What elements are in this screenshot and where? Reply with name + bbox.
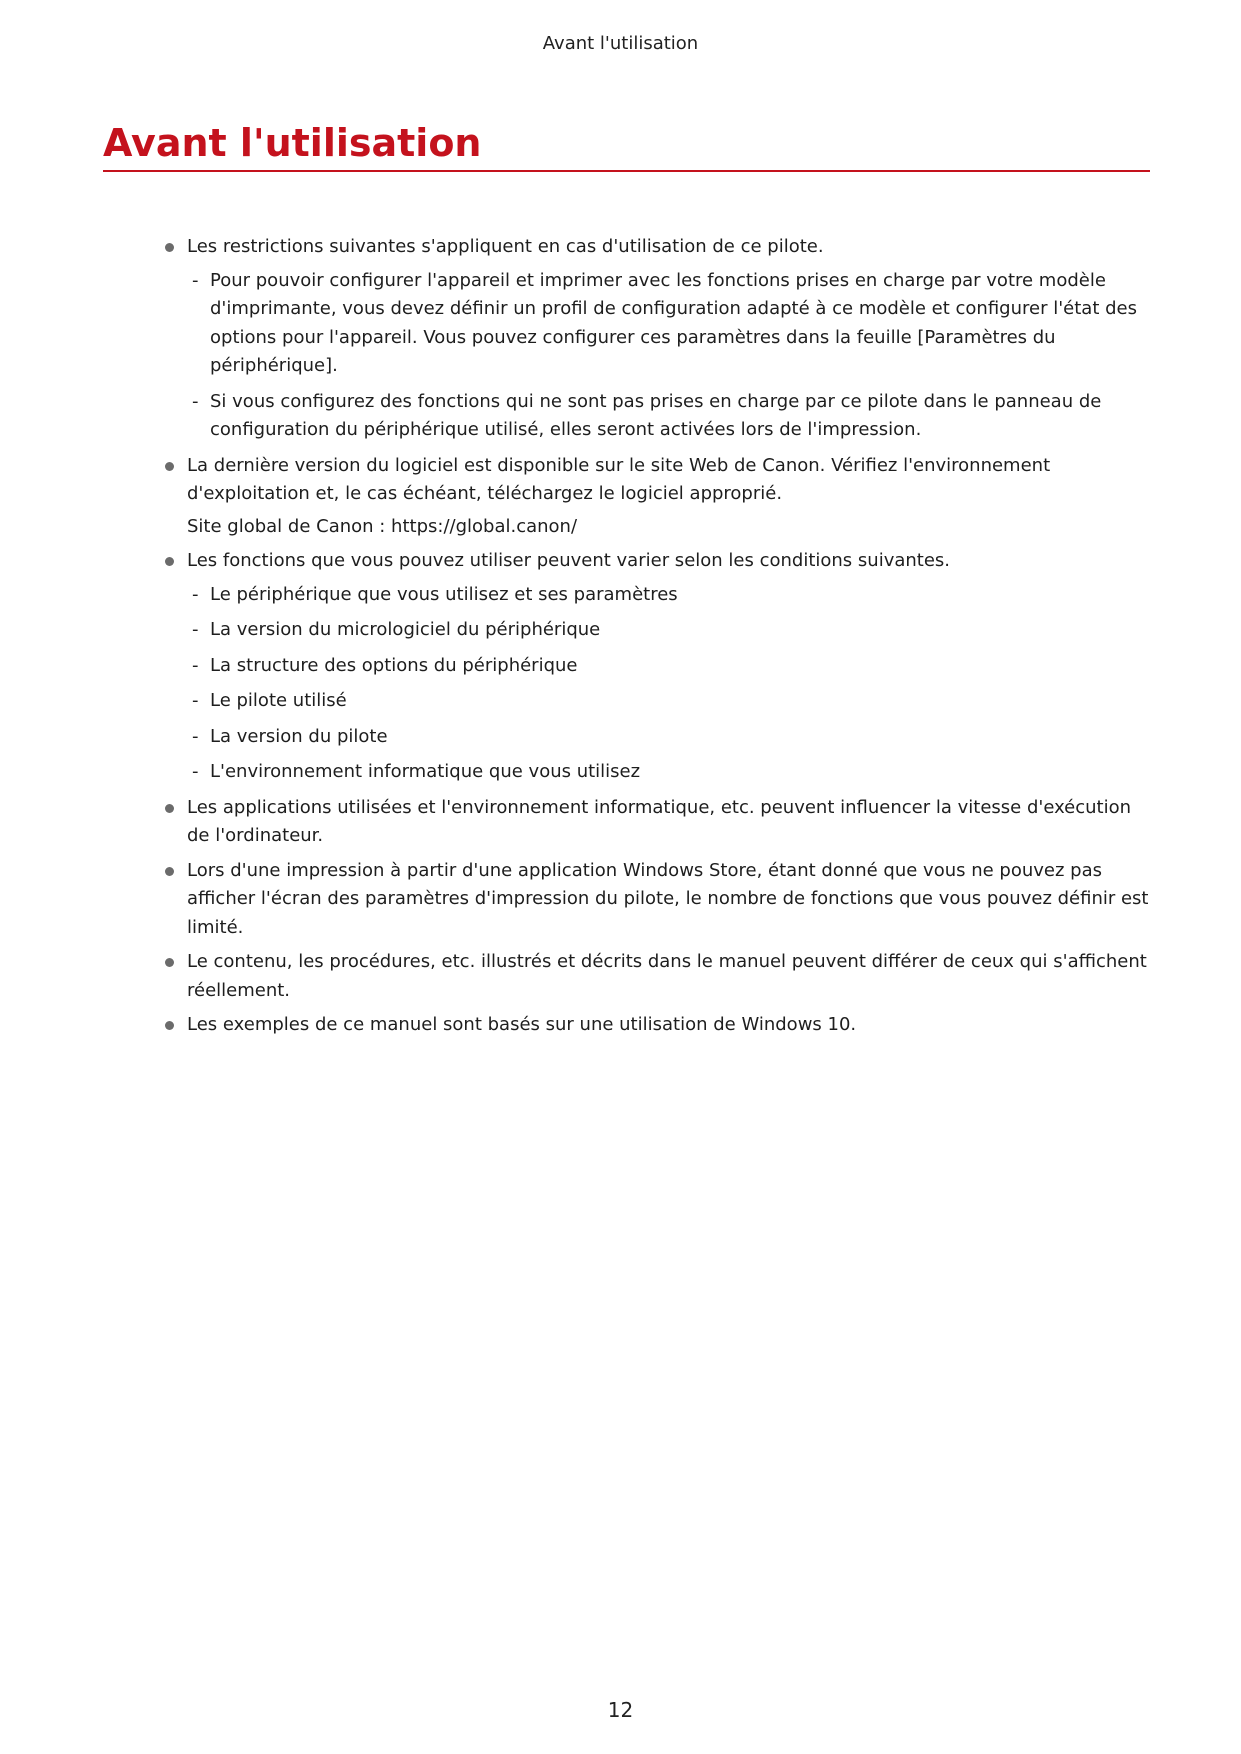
dash-marker: - xyxy=(192,725,199,747)
sub-list-item xyxy=(165,687,1155,716)
list-item xyxy=(165,794,1155,851)
sub-list xyxy=(165,581,1155,787)
list-item xyxy=(165,1011,1155,1040)
sub-list-item xyxy=(165,388,1155,445)
sub-list-item-text: Le pilote utilisé xyxy=(210,690,347,711)
dash-marker: - xyxy=(192,690,199,711)
bullet-dot-icon xyxy=(165,243,174,252)
page-title: Avant l'utilisation xyxy=(103,121,482,165)
sub-list-item xyxy=(165,581,1155,610)
sub-list-item-text: L'environnement informatique que vous utilisez xyxy=(210,761,641,782)
title-block xyxy=(103,120,1150,172)
sub-list-item xyxy=(165,616,1155,645)
list-item xyxy=(165,233,1155,445)
page-number: 12 xyxy=(607,1698,634,1722)
sub-list-item-text: La structure des options du périphérique xyxy=(210,654,578,676)
bullet-dot-icon xyxy=(165,867,174,876)
list-item-text: Le contenu, les procédures, etc. illustrés et décrits dans le manuel peuvent différer de ceux qui s'affichent réellement. xyxy=(187,951,1147,1001)
bullet-dot-icon xyxy=(165,462,174,471)
running-header: Avant l'utilisation xyxy=(542,33,699,54)
list-item-text: Les restrictions suivantes s'appliquent en cas d'utilisation de ce pilote. xyxy=(187,236,824,257)
dash-marker: - xyxy=(192,583,199,605)
bullet-dot-icon xyxy=(165,958,174,967)
canon-site-link[interactable]: Site global de Canon : https://global.canon/ xyxy=(187,515,578,537)
sub-list-item-text: Pour pouvoir configurer l'appareil et imprimer avec les fonctions prises en charge par votre modèle d'imprimante, vous devez définir un profil de configuration adapté à ce modèle et configurer l'état des options pour l'appareil. Vous pouvez configurer ces paramètres dans la feuille [Paramètres du périphérique]. xyxy=(210,269,1137,376)
bullet-dot-icon xyxy=(165,804,174,813)
list-item xyxy=(165,948,1155,1005)
sub-list-item-text: Le périphérique que vous utilisez et ses paramètres xyxy=(210,583,678,605)
dash-marker: - xyxy=(192,761,199,782)
list-item-text: Les applications utilisées et l'environnement informatique, etc. peuvent influencer la vitesse d'exécution de l'ordinateur. xyxy=(187,796,1132,846)
sub-list-item xyxy=(165,652,1155,681)
dash-marker: - xyxy=(192,390,199,412)
list-item-text: Les fonctions que vous pouvez utiliser peuvent varier selon les conditions suivantes. xyxy=(187,550,951,571)
list-item-text: Les exemples de ce manuel sont basés sur une utilisation de Windows 10. xyxy=(187,1014,857,1035)
list-item xyxy=(165,857,1155,943)
list-item-text: Lors d'une impression à partir d'une application Windows Store, étant donné que vous ne pouvez pas afficher l'écran des paramètres d'impression du pilote, le nombre de fonctions que vous pouvez définir est limité. xyxy=(187,859,1149,938)
dash-marker: - xyxy=(192,619,199,640)
dash-marker: - xyxy=(192,654,199,676)
dash-marker: - xyxy=(192,269,199,291)
list-item xyxy=(165,452,1155,542)
sub-list-item-text: La version du micrologiciel du périphérique xyxy=(210,619,601,640)
list-item-text: La dernière version du logiciel est disponible sur le site Web de Canon. Vérifiez l'environnement d'exploitation et, le cas échéant, téléchargez le logiciel approprié. xyxy=(187,454,1051,504)
sub-list-item xyxy=(165,758,1155,787)
bullet-dot-icon xyxy=(165,557,174,566)
sub-list-item-text: Si vous configurez des fonctions qui ne sont pas prises en charge par ce pilote dans le panneau de configuration du périphérique utilisé, elles seront activées lors de l'impression. xyxy=(210,390,1102,440)
bullet-dot-icon xyxy=(165,1021,174,1030)
sub-list-item-text: La version du pilote xyxy=(210,725,388,747)
list-item xyxy=(165,547,1155,787)
sub-list-item xyxy=(165,723,1155,752)
sub-list xyxy=(165,267,1155,445)
content-body xyxy=(165,233,1155,1046)
sub-list-item xyxy=(165,267,1155,381)
